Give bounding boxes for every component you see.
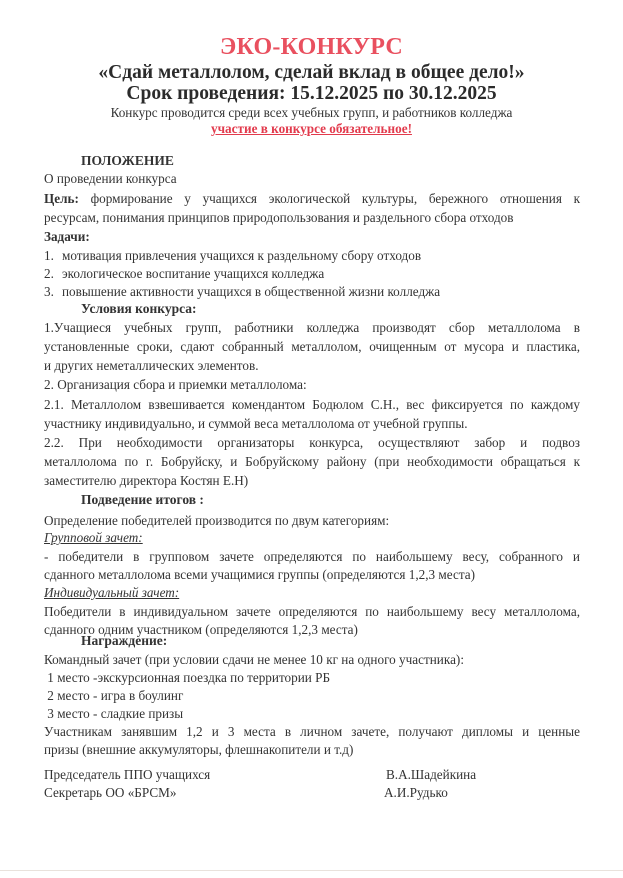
regulation-subheading: О проведении конкурса [44, 171, 177, 186]
awards-personal-line-2: призы (внешние аккумуляторы, флешнакопители и т.д) [44, 742, 354, 757]
award-place-3: 3 место - сладкие призы [44, 706, 184, 721]
conditions-p22-line-2: металлолома по г. Бобруйску, и Бобруйскому району (при необходимости обращаться к [44, 454, 580, 469]
goal-line-1 [44, 191, 580, 207]
conditions-p1-line-3: и других неметаллических элементов. [44, 358, 259, 373]
results-heading: Подведение итогов : [81, 492, 204, 507]
contest-slogan: «Сдай металлолом, сделай вклад в общее дело!» [98, 62, 525, 83]
task-item [44, 266, 580, 282]
signature-role: Секретарь ОО «БРСМ» [44, 785, 177, 800]
conditions-p2: 2. Организация сбора и приемки металлолома: [44, 377, 307, 392]
group-line-1: - победители в групповом зачете определяются по наибольшему весу, собранного и [44, 549, 580, 564]
conditions-heading: Условия конкурса: [81, 301, 197, 316]
contest-title: ЭКО-КОНКУРС [220, 34, 403, 60]
conditions-p21-line-2: участнику индивидуально, и суммой веса металлолома от учебной группы. [44, 416, 468, 431]
awards-heading: Награждение: [81, 633, 168, 648]
contest-audience: Конкурс проводится среди всех учебных групп, и работников колледжа [110, 105, 513, 120]
signature-role: Председатель ППО учащихся [44, 767, 211, 782]
awards-personal-line-1: Участникам занявшим 1,2 и 3 места в личном зачете, получают дипломы и ценные [44, 724, 580, 739]
award-place-2: 2 место - игра в боулинг [44, 688, 184, 703]
task-text: мотивация привлечения учащихся к раздельному сбору отходов [62, 248, 422, 263]
individual-label: Индивидуальный зачет: [44, 585, 180, 600]
contest-period: Срок проведения: 15.12.2025 по 30.12.2025 [126, 83, 497, 104]
conditions-p22-line-3: заместителю директора Костян Е.Н) [44, 473, 249, 488]
conditions-p1-line-1: 1.Учащиеся учебных групп, работники колледжа производят сбор металлолома в [44, 320, 580, 335]
task-text: экологическое воспитание учащихся колледжа [62, 266, 325, 281]
regulation-heading: ПОЛОЖЕНИЕ [81, 153, 174, 168]
conditions-p22-line-1: 2.2. При необходимости организаторы конкурса, осуществляют забор и подвоз [44, 435, 580, 450]
group-label: Групповой зачет: [44, 530, 143, 545]
group-line-2: сданного металлолома всеми учащимися группы (определяются 1,2,3 места) [44, 567, 475, 582]
task-number: 1. [44, 248, 54, 263]
goal-line-2: ресурсам, понимания принципов природопользования и раздельного сбора отходов [44, 210, 514, 225]
individual-line-2: сданного одним участником (определяются 1,2,3 места) [44, 622, 358, 637]
individual-line-1: Победители в индивидуальном зачете определяются по наибольшему весу металлолома, [44, 604, 580, 619]
scan-edge-line [0, 870, 623, 871]
tasks-label: Задачи: [44, 229, 90, 244]
task-text: повышение активности учащихся в общественной жизни колледжа [62, 284, 441, 299]
signature-name: В.А.Шадейкина [386, 767, 477, 782]
conditions-p1-line-2: установленные сроки, сдают собранный металлолом, очищенным от мусора и пластика, [44, 339, 580, 354]
goal-label: Цель: [44, 191, 79, 206]
conditions-p21-line-1: 2.1. Металлолом взвешивается комендантом Бодюлом С.Н., вес фиксируется по каждому [44, 397, 580, 412]
goal-text-1: формирование у учащихся экологической культуры, бережного отношения к [78, 191, 580, 206]
signature-name: А.И.Рудько [384, 785, 448, 800]
results-intro: Определение победителей производится по двум категориям: [44, 513, 390, 528]
awards-team-intro: Командный зачет (при условии сдачи не менее 10 кг на одного участника): [44, 652, 464, 667]
task-number: 3. [44, 284, 54, 299]
mandatory-notice: участие в конкурсе обязательное! [211, 121, 412, 136]
award-place-1: 1 место -экскурсионная поездка по территории РБ [44, 670, 331, 685]
task-item [44, 284, 580, 300]
task-item [44, 248, 580, 264]
task-number: 2. [44, 266, 54, 281]
